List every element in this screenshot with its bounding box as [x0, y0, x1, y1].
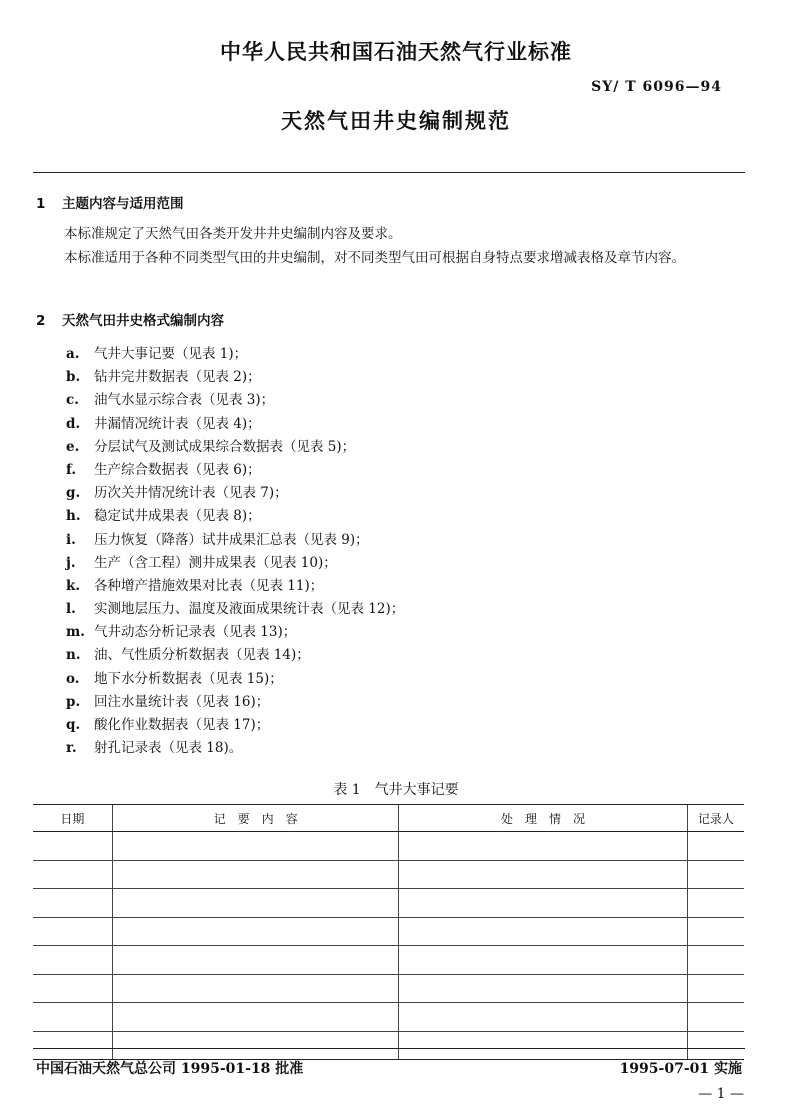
list-marker: d. [66, 415, 81, 432]
list-text: 油、气性质分析数据表（见表 14)； [94, 647, 310, 664]
column-header-date: 日期 [33, 805, 112, 832]
document-title: 天然气田井史编制规范 [281, 109, 511, 133]
list-marker: p. [66, 693, 81, 710]
table-cell [112, 917, 398, 946]
list-marker: r. [66, 740, 77, 757]
list-item [66, 714, 404, 737]
effective-date: 1995-07-01 实施 [619, 1061, 742, 1077]
table-1-caption: 表 1 气井大事记要 [333, 782, 459, 798]
table-cell [687, 974, 744, 1003]
list-item [66, 575, 404, 598]
list-text: 各种增产措施效果对比表（见表 11)； [94, 577, 324, 594]
list-text: 钻井完井数据表（见表 2)； [94, 369, 261, 386]
table-cell [112, 860, 398, 889]
list-text: 气井大事记要（见表 1)； [94, 346, 248, 362]
table-row [33, 860, 744, 889]
list-text: 气井动态分析记录表（见表 13)； [94, 624, 297, 641]
table-cell [687, 860, 744, 889]
section-1-paragraph-2: 本标准适用于各种不同类型气田的井史编制，对不同类型气田可根据自身特点要求增减表格及章节内容。 [64, 250, 685, 266]
section-1-paragraph-1: 本标准规定了天然气田各类开发井井史编制内容及要求。 [64, 226, 402, 242]
list-item [66, 459, 404, 482]
table-cell [399, 1031, 687, 1060]
table-cell [33, 832, 112, 861]
table-list [66, 343, 404, 760]
column-header-recorder: 记录人 [687, 805, 744, 832]
table-cell [687, 1003, 744, 1032]
table-cell [687, 917, 744, 946]
list-item [66, 644, 404, 667]
list-marker: b. [66, 369, 81, 386]
list-marker: n. [66, 647, 81, 664]
section-2-title: 天然气田井史格式编制内容 [62, 313, 224, 329]
list-marker: l. [66, 601, 76, 618]
section-1-number: 1 [36, 196, 46, 212]
list-marker: i. [66, 531, 76, 548]
table-cell [33, 1003, 112, 1032]
footer-divider [33, 1048, 745, 1049]
table-cell [687, 889, 744, 918]
section-1-heading [36, 192, 184, 212]
list-item [66, 482, 404, 505]
table-cell [399, 860, 687, 889]
list-marker: f. [66, 461, 77, 478]
list-text: 历次关井情况统计表（见表 7)； [94, 485, 288, 502]
table-cell [687, 1031, 744, 1060]
list-item [66, 598, 404, 621]
table-cell [112, 946, 398, 975]
list-item [66, 668, 404, 691]
list-item [66, 737, 404, 760]
table-row [33, 1003, 744, 1032]
table-cell [33, 974, 112, 1003]
list-item [66, 413, 404, 436]
list-text: 分层试气及测试成果综合数据表（见表 5)； [94, 438, 356, 455]
table-cell [687, 832, 744, 861]
list-marker: a. [66, 346, 80, 362]
list-marker: e. [66, 438, 80, 455]
table-cell [33, 889, 112, 918]
list-text: 井漏情况统计表（见表 4)； [94, 415, 261, 432]
table-cell [112, 1031, 398, 1060]
table-row [33, 974, 744, 1003]
table-cell [112, 832, 398, 861]
table-cell [399, 889, 687, 918]
table-cell [399, 832, 687, 861]
list-text: 地下水分析数据表（见表 15)； [94, 670, 283, 687]
header-organization: 中华人民共和国石油天然气行业标准 [220, 40, 572, 64]
table-cell [399, 1003, 687, 1032]
table-cell [33, 946, 112, 975]
approval-line: 中国石油天然气总公司 1995-01-18 批准 [36, 1061, 304, 1077]
list-text: 生产综合数据表（见表 6)； [94, 461, 261, 478]
table-row [33, 917, 744, 946]
list-marker: m. [66, 624, 85, 641]
list-item [66, 505, 404, 528]
list-text: 稳定试井成果表（见表 8)； [94, 508, 261, 525]
list-text: 生产（含工程）测井成果表（见表 10)； [94, 554, 337, 571]
list-item [66, 343, 404, 366]
table-1 [33, 804, 744, 1060]
list-marker: o. [66, 670, 80, 687]
list-item [66, 621, 404, 644]
table-cell [399, 917, 687, 946]
page-number: — 1 — [698, 1086, 744, 1102]
list-marker: k. [66, 577, 81, 594]
list-marker: c. [66, 392, 79, 409]
list-marker: g. [66, 485, 81, 502]
standard-code: SY/ T 6096—94 [591, 79, 722, 95]
table-cell [687, 946, 744, 975]
table-cell [399, 946, 687, 975]
list-text: 酸化作业数据表（见表 17)； [94, 717, 270, 733]
table-header-row [33, 805, 744, 832]
list-item [66, 529, 404, 552]
section-2-heading [36, 309, 224, 329]
list-text: 压力恢复（降落）试井成果汇总表（见表 9)； [94, 531, 369, 548]
list-text: 回注水量统计表（见表 16)； [94, 693, 270, 710]
table-row [33, 946, 744, 975]
list-item [66, 436, 404, 459]
table-cell [33, 860, 112, 889]
list-text: 油气水显示综合表（见表 3)； [94, 392, 275, 409]
header-divider [33, 172, 745, 173]
list-text: 实测地层压力、温度及液面成果统计表（见表 12)； [94, 601, 405, 618]
list-item [66, 691, 404, 714]
table-cell [399, 974, 687, 1003]
table-cell [33, 1031, 112, 1060]
table-row [33, 1031, 744, 1060]
table-cell [112, 1003, 398, 1032]
table-cell [112, 889, 398, 918]
list-item [66, 552, 404, 575]
list-marker: j. [66, 554, 76, 571]
list-text: 射孔记录表（见表 18)。 [94, 740, 243, 757]
column-header-handling: 处 理 情 况 [399, 805, 687, 832]
section-1-title: 主题内容与适用范围 [62, 196, 184, 212]
section-2-number: 2 [36, 313, 46, 329]
table-row [33, 889, 744, 918]
list-marker: h. [66, 508, 81, 525]
table-row [33, 832, 744, 861]
list-marker: q. [66, 717, 81, 733]
list-item [66, 366, 404, 389]
column-header-record-content: 记 要 内 容 [112, 805, 398, 832]
table-cell [112, 974, 398, 1003]
table-cell [33, 917, 112, 946]
list-item [66, 389, 404, 412]
